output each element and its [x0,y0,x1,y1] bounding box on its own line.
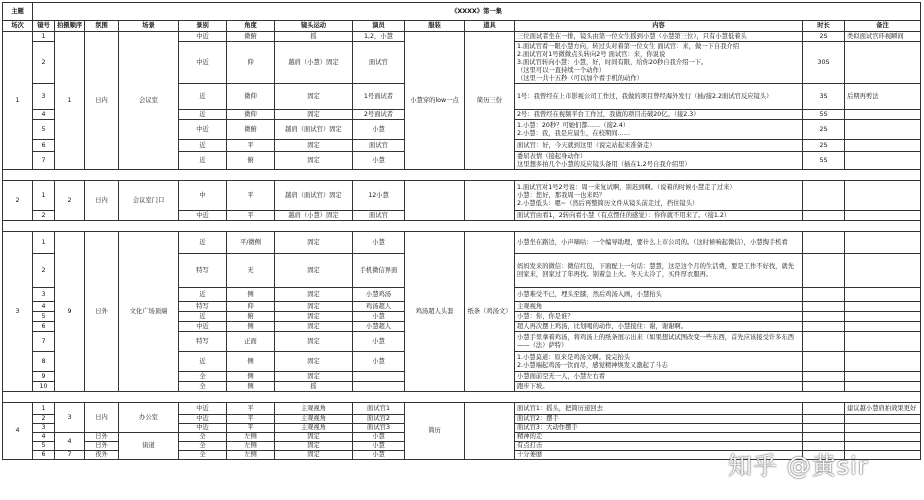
camera-move: 主观视角 [275,424,353,433]
storyboard-sheet [2,2,921,460]
note [845,424,921,433]
actor: 小慧超人 [353,322,405,332]
shot-size: 近 [179,232,227,254]
duration [803,382,845,392]
camera-angle: 微仰 [227,84,275,110]
shot-size: 近 [179,84,227,110]
sheet-title: 《XXXX》第一集 [33,3,921,21]
shot-number: 5 [33,312,55,322]
duration [803,211,845,221]
watermark: 知乎 @黄sir [728,452,869,480]
actor: 面试官1 [353,403,405,415]
shot-number: 1 [33,232,55,254]
shot-number: 1 [33,181,55,211]
shot-number: 5 [33,442,55,451]
camera-move: 固定 [275,372,353,382]
scene-number: 1 [3,32,33,170]
camera-move: 固定 [275,433,353,442]
shot-size: 近 [179,140,227,152]
camera-angle: 平 [227,140,275,152]
note [845,211,921,221]
shot-content: 小慧面前空无一人，小慧左右看 [515,372,803,382]
shot-number: 1 [33,403,55,415]
shot-content: 超人再次摆上鸡汤，比划喝的动作，小慧接住：谢，谢谢啊。 [515,322,803,332]
shot-size: 全 [179,451,227,460]
camera-move: 越肩（小慧）固定 [275,42,353,84]
costume: 鸡汤超人头套 [405,232,465,392]
header-cell: 备注 [845,21,921,32]
actor: 小慧 [353,232,405,254]
duration [803,312,845,322]
shot-number: 3 [33,288,55,302]
atmosphere: 夜外 [85,451,119,460]
shot-content: 面试官2：摆手 [515,415,803,424]
header-cell: 道具 [465,21,515,32]
header-cell: 氛围 [85,21,119,32]
shot-content: 跑步下坡。 [515,382,803,392]
camera-angle: 侧 [227,382,275,392]
shot-number: 4 [33,110,55,120]
header-cell: 角度 [227,21,275,32]
scene-number: 3 [3,232,33,392]
costume: 简历 [405,403,465,460]
shot-size: 中近 [179,120,227,140]
shoot-order: 4 [55,433,85,451]
actor: 2号面试者 [353,110,405,120]
camera-move: 固定 [275,322,353,332]
note [845,352,921,372]
camera-move: 固定 [275,254,353,288]
shot-number: 3 [33,424,55,433]
camera-angle: 侧 [227,322,275,332]
actor [353,372,405,382]
shot-size: 近 [179,152,227,170]
title-row [3,3,921,21]
location: 会议室 [119,32,179,170]
shot-size: 特写 [179,254,227,288]
actor: 手机微信界面 [353,254,405,288]
shot-content: 1号：我曾经在上市影视公司工作过，我做的项目曾经海外发行（插/接2.2面试官反应镜头） [515,84,803,110]
atmosphere: 日内 [85,403,119,433]
note [845,110,921,120]
camera-angle: 左侧 [227,442,275,451]
camera-move: 主观视角 [275,403,353,415]
shot-number: 6 [33,140,55,152]
camera-angle: 微仰 [227,110,275,120]
note [845,433,921,442]
shot-size: 中近 [179,424,227,433]
note: 建议越小慧肩拍效果更好 [845,403,921,415]
duration [803,415,845,424]
location: 会议室门口 [119,181,179,221]
camera-angle: 平 [227,211,275,221]
shot-size: 全 [179,372,227,382]
camera-angle: 仰 [227,302,275,312]
camera-angle: 微俯 [227,32,275,42]
shot-content: 2号：我曾经在视频平台工作过，我做的项目击破20亿。（接2.3） [515,110,803,120]
actor: 面试官 [353,42,405,84]
duration [803,232,845,254]
header-cell: 场次 [3,21,33,32]
header-cell: 内容 [515,21,803,32]
shot-number: 2 [33,415,55,424]
shot-content: 妈妈发来的微信：微信红包，下面配上一句话：慧慧，这是这个月的生活费，要是工作不好找，就先回家来，回家过了年再找。别着急上火。冬天太冷了，买件厚衣服再。 [515,254,803,288]
shot-content: 面试官1：摇头，把简历递回去 [515,403,803,415]
shot-content: 面试官由看1，2转向看小慧（有点愣住的感觉）：你你就不用来了。（接1.2） [515,211,803,221]
shot-size: 中近 [179,211,227,221]
shot-number: 1 [33,32,55,42]
duration [803,332,845,352]
shot-number: 8 [33,352,55,372]
shot-content: 1.小慧：20秒？可她们都……（接2.4） 2.小慧：我，我是应届生，在校期间…… [515,120,803,140]
actor: 面试官3 [353,424,405,433]
shot-number: 2 [33,211,55,221]
note [845,140,921,152]
shot-number: 6 [33,322,55,332]
shot-content: 1.面试官看一眼小慧方向，转过头对着第一位女生 面试官：来，做一下自我介绍 2.面试官对1号微微点头转向2号 面试官：来，你说说 3.面试官转向小慧：小慧，好，时间有限，给你20秒自我介绍一下。 （这里可以一直持续一个动作） （这里一共十五秒（可以加个看手机的动作） [515,42,803,84]
shot-content: 小慧难受不已，埋头至膝，然后鸡汤入画，小慧抬头 [515,288,803,302]
header-row [3,21,921,32]
shot-content: 面试官3：大动作摆手 [515,424,803,433]
camera-move: 越肩（面试官）固定 [275,120,353,140]
prop [465,181,515,221]
actor: 小慧 [353,312,405,322]
camera-angle: 平 [227,424,275,433]
shot-number: 3 [33,84,55,110]
shot-content: 有点打击 [515,442,803,451]
shoot-order: 3 [55,403,85,433]
shot-content: 1.面试官对1号2号说：周一来复试啊，别迟到啊。（说着的时候小慧走了过来） 小慧：您好，那我周一也来吗？ 2.小慧低头：嗯~（然后再整简历文件从镜头前走过，挡住镜头） [515,181,803,211]
main-theme-label: 主题 [3,3,33,21]
atmosphere: 日外 [85,433,119,442]
shot-size: 特写 [179,302,227,312]
header-cell: 拍摄顺序 [55,21,85,32]
shot-content: 委屈表情（接起身动作） 这里想多拍几个小慧的反应镜头备用（插在1,2号自我介绍里） [515,152,803,170]
camera-angle: 侧 [227,352,275,372]
shot-content: 面试官：好，今天就到这里（说完站起来准备走） [515,140,803,152]
note [845,120,921,140]
note [845,288,921,302]
shot-size: 近 [179,288,227,302]
prop [465,403,515,460]
actor: 1号面试者 [353,84,405,110]
shot-size: 中近 [179,403,227,415]
note [845,181,921,211]
header-cell: 镜号 [33,21,55,32]
shot-number: 4 [33,302,55,312]
shot-size: 全 [179,433,227,442]
note [845,415,921,424]
shot-content: 小慧坐在路边，小声嘀咕：一个编导助理，要什么上市公司的。（这时候响起微信），小慧掏手机看 [515,232,803,254]
camera-move: 固定 [275,312,353,322]
duration [803,352,845,372]
scene-number: 2 [3,181,33,221]
costume: 小慧穿的low一点 [405,32,465,170]
actor: 面试官 [353,140,405,152]
note [845,42,921,84]
shoot-order: 9 [55,232,85,392]
actor: 小慧 [353,332,405,352]
note [845,302,921,312]
shot-number: 2 [33,42,55,84]
duration [803,322,845,332]
shot-content: 小慧：你，你是谁？ [515,312,803,322]
note: 后期再剪法 [845,84,921,110]
location: 街道 [119,433,179,460]
shoot-order: 1 [55,32,85,170]
camera-move: 越肩（小慧）固定 [275,211,353,221]
shot-number: 5 [33,120,55,140]
shot-number: 4 [33,433,55,442]
camera-angle: 左侧 [227,433,275,442]
duration: 30S [803,42,845,84]
note [845,232,921,254]
atmosphere: 日内 [85,181,119,221]
duration: 5S [803,152,845,170]
actor: 鸡汤超人 [353,302,405,312]
duration [803,424,845,433]
location: 文化广场顶端 [119,232,179,392]
camera-angle: 平 [227,415,275,424]
shot-content: 主观视角 [515,302,803,312]
costume [405,181,465,221]
duration: 2S [803,32,845,42]
duration: 3S [803,84,845,110]
camera-move: 固定 [275,84,353,110]
actor: 12小慧 [353,181,405,211]
camera-move: 固定 [275,288,353,302]
shot-number: 7 [33,332,55,352]
shot-content: 三位面试者坐在一排，镜头由第一位女生摇到小慧（小慧第三位），只有小慧低着头 [515,32,803,42]
shot-size: 中近 [179,42,227,84]
note [845,322,921,332]
camera-move: 固定 [275,302,353,312]
header-cell: 场景 [119,21,179,32]
header-cell: 景别 [179,21,227,32]
note [845,332,921,352]
actor: 面试官2 [353,415,405,424]
shot-size: 中近 [179,415,227,424]
camera-move: 固定 [275,332,353,352]
camera-move: 固定 [275,442,353,451]
actor: 面试官 [353,211,405,221]
duration [803,372,845,382]
camera-move: 固定 [275,232,353,254]
spacer-row [3,392,921,403]
actor [353,382,405,392]
shot-number: 6 [33,451,55,460]
shot-size: 中近 [179,32,227,42]
camera-move: 固定 [275,110,353,120]
shot-size: 中 [179,181,227,211]
shot-size: 特写 [179,332,227,352]
duration [803,288,845,302]
atmosphere: 日外 [85,232,119,392]
actor: 小慧 [353,451,405,460]
shot-content: 小慧手里拿着鸡汤，将鸡汤上的纸条展示出来（如果想试试图改变一些东西，首先应该接受许多东西——（法）萨特） [515,332,803,352]
camera-angle: 平/微侧 [227,232,275,254]
camera-move: 主观视角 [275,415,353,424]
camera-move: 摇 [275,382,353,392]
shot-number: 2 [33,254,55,288]
camera-angle: 左侧 [227,451,275,460]
camera-move: 固定 [275,451,353,460]
note [845,382,921,392]
camera-angle: 侧 [227,288,275,302]
note [845,372,921,382]
actor: 小慧 [353,352,405,372]
shot-content: 十分萎靡 [515,451,803,460]
location: 办公室 [119,403,179,433]
camera-move: 越肩（面试官）固定 [275,181,353,211]
camera-angle: 平 [227,403,275,415]
camera-angle: 俯 [227,152,275,170]
table-row [3,181,921,211]
duration [803,433,845,442]
spacer-row [3,221,921,232]
shot-size: 中近 [179,322,227,332]
duration: 5S [803,110,845,120]
scene-number: 4 [3,403,33,460]
actor: 小慧 [353,152,405,170]
atmosphere: 日外 [85,442,119,451]
prop: 简历三份 [465,32,515,170]
duration [803,181,845,211]
actor: 小慧 [353,433,405,442]
shoot-order: 2 [55,181,85,221]
shot-number: 7 [33,152,55,170]
duration [803,302,845,312]
camera-move: 固定 [275,140,353,152]
header-cell: 服装 [405,21,465,32]
shot-content: 1.小慧莫道：原来是鸡汤文啊。说完抬头 2.小慧端起鸡汤一饮而尽，感觉精神焕发又激起了斗志 [515,352,803,372]
actor: 小慧鸡汤 [353,288,405,302]
camera-angle: 正面 [227,332,275,352]
camera-angle: 侧 [227,372,275,382]
camera-angle: 仰 [227,42,275,84]
note: 类似面试官环视瞬间 [845,32,921,42]
note [845,152,921,170]
header-cell: 演员 [353,21,405,32]
atmosphere: 日内 [85,32,119,170]
prop: 纸条（鸡汤文） [465,232,515,392]
shot-size: 全 [179,442,227,451]
shot-size: 全 [179,382,227,392]
shot-number: 9 [33,372,55,382]
camera-angle: 平 [227,181,275,211]
note [845,254,921,288]
table-row [3,232,921,254]
shoot-order: 7 [55,451,85,460]
table-row [3,403,921,415]
header-cell: 镜头运动 [275,21,353,32]
shot-number: 10 [33,382,55,392]
shot-size: 近 [179,312,227,322]
actor: 小慧 [353,120,405,140]
table-row [3,32,921,42]
actor: 小慧 [353,442,405,451]
duration [803,254,845,288]
actor: 1,2，小慧 [353,32,405,42]
note [845,312,921,322]
shot-size: 近 [179,352,227,372]
camera-move: 固定 [275,152,353,170]
shot-content: 精神的走 [515,433,803,442]
camera-move: 固定 [275,352,353,372]
spacer-row [3,170,921,181]
camera-move: 摇 [275,32,353,42]
header-cell: 时长 [803,21,845,32]
camera-angle: 无 [227,254,275,288]
camera-angle: 俯 [227,312,275,322]
duration [803,403,845,415]
camera-angle: 微俯 [227,120,275,140]
duration: 2S [803,140,845,152]
duration: 2S [803,120,845,140]
shot-size: 近 [179,110,227,120]
